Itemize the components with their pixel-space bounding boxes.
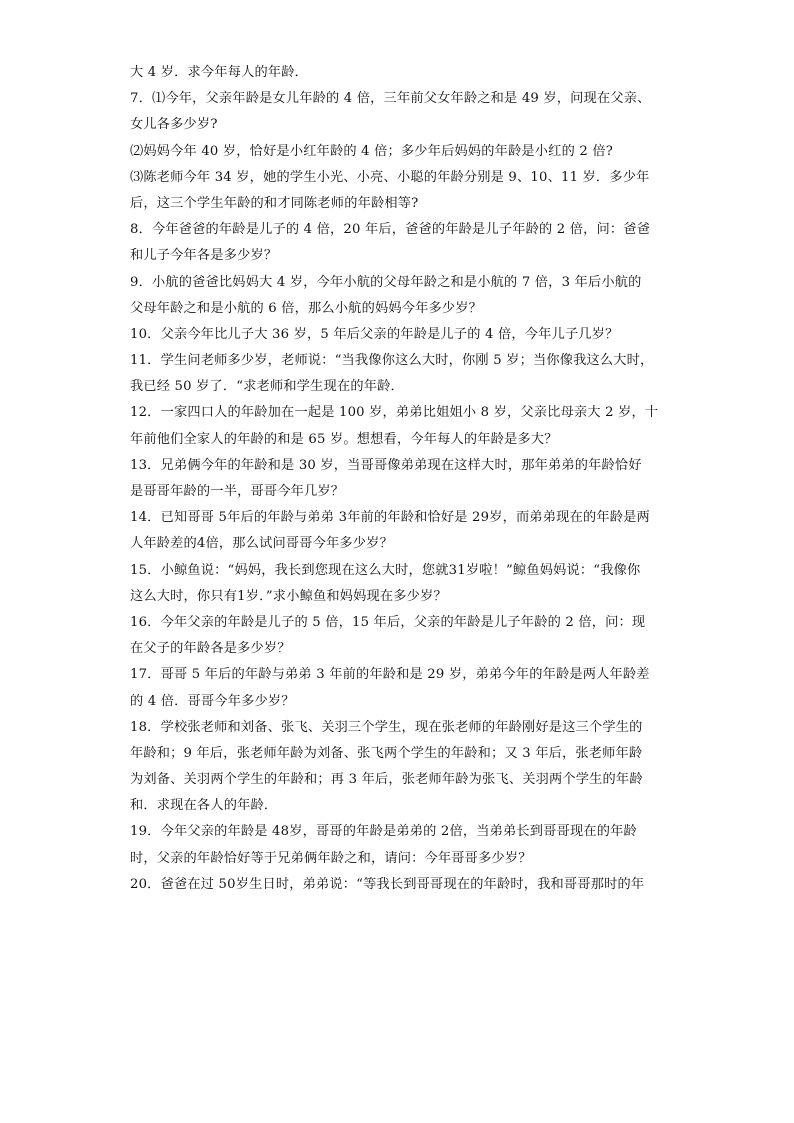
text-line: 和．求现在各人的年龄． <box>130 798 278 814</box>
text-line: 大 4 岁．求今年每人的年龄． <box>130 65 309 80</box>
text-line: 19．今年父亲的年龄是 48岁，哥哥的年龄是弟弟的 2倍，当弟弟长到哥哥现在的年龄 <box>130 824 637 840</box>
text-line: 16．今年父亲的年龄是儿子的 5 倍，15 年后，父亲的年龄是儿子年龄的 2 倍，问：现 <box>130 614 646 630</box>
text-line: ⑶陈老师今年 34 岁，她的学生小光、小亮、小聪的年龄分别是 9、10、11 岁．多少年 <box>130 169 650 185</box>
text-line: 后，这三个学生年龄的和才同陈老师的年龄相等? <box>130 195 419 211</box>
text-line: 13．兄弟俩今年的年龄和是 30 岁，当哥哥像弟弟现在这样大时，那年弟弟的年龄恰好 <box>130 457 642 473</box>
text-line: 时，父亲的年龄恰好等于兄弟俩年龄之和，请问：今年哥哥多少岁？ <box>130 850 532 866</box>
text-line: 的 4 倍．哥哥今年多少岁？ <box>130 693 295 709</box>
text-line: 女儿各多少岁? <box>130 117 218 133</box>
text-line: 和儿子今年各是多少岁？ <box>130 248 278 264</box>
text-line: ⑵妈妈今年 40 岁，恰好是小红年龄的 4 倍；多少年后妈妈的年龄是小红的 2 倍? <box>130 143 613 159</box>
text-line: 15．小鲸鱼说：“妈妈，我长到您现在这么大时，您就31岁啦！”鲸鱼妈妈说：“我像你 <box>130 562 641 578</box>
text-line: 8．今年爸爸的年龄是儿子的 4 倍，20 年后，爸爸的年龄是儿子年龄的 2 倍，问：爸爸 <box>130 222 651 238</box>
text-line: 为刘备、关羽两个学生的年龄和；再 3 年后，张老师年龄为张飞、关羽两个学生的年龄 <box>130 772 643 788</box>
text-line: 9．小航的爸爸比妈妈大 4 岁，今年小航的父母年龄之和是小航的 7 倍，3 年后小航的 <box>130 274 642 290</box>
text-line: 年龄和；9 年后，张老师年龄为刘备、张飞两个学生的年龄和；又 3 年后，张老师年龄 <box>130 745 643 761</box>
text-line: 我已经 50 岁了．“求老师和学生现在的年龄． <box>130 379 404 395</box>
text-line: 20．爸爸在过 50岁生日时，弟弟说：“等我长到哥哥现在的年龄时，我和哥哥那时的年 <box>130 876 645 892</box>
text-line: 18．学校张老师和刘备、张飞、关羽三个学生，现在张老师的年龄刚好是这三个学生的 <box>130 719 643 735</box>
text-line: 7．⑴今年，父亲年龄是女儿年龄的 4 倍，三年前父女年龄之和是 49 岁，问现在父亲、 <box>130 91 651 107</box>
text-line: 14．已知哥哥 5年后的年龄与弟弟 3年前的年龄和恰好是 29岁，而弟弟现在的年龄是两 <box>130 510 650 526</box>
text-line: 是哥哥年龄的一半，哥哥今年几岁？ <box>130 484 345 499</box>
text-line: 这么大时，你只有1岁．”求小鲸鱼和妈妈现在多少岁？ <box>130 588 447 604</box>
text-line: 人年龄差的4倍，那么试问哥哥今年多少岁？ <box>130 536 393 552</box>
text-line: 12．一家四口人的年龄加在一起是 100 岁，弟弟比姐姐小 8 岁，父亲比母亲大 2 岁，十 <box>130 405 659 421</box>
text-line: 11．学生问老师多少岁，老师说：“当我像你这么大时，你刚 5 岁；当你像我这么大时， <box>130 353 654 369</box>
text-line: 年前他们全家人的年龄的和是 65 岁。想想看，今年每人的年龄是多大？ <box>130 431 558 447</box>
text-line: 17．哥哥 5 年后的年龄与弟弟 3 年前的年龄和是 29 岁，弟弟今年的年龄是两人年龄差 <box>130 667 650 683</box>
text-line: 在父子的年龄各是多少岁？ <box>130 641 291 657</box>
text-line: 10．父亲今年比儿子大 36 岁，5 年后父亲的年龄是儿子的 4 倍，今年儿子几岁？ <box>130 326 619 342</box>
problem-list <box>130 60 670 898</box>
text-line: 父母年龄之和是小航的 6 倍，那么小航的妈妈今年多少岁？ <box>130 300 483 316</box>
